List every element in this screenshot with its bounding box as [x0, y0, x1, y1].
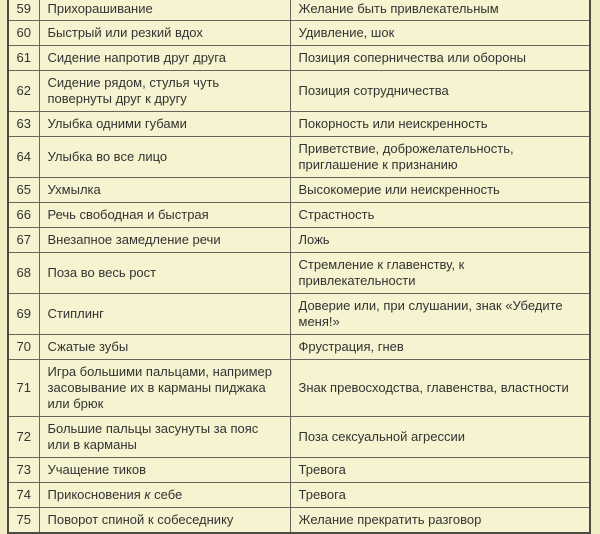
gesture-cell: Большие пальцы засунуты за пояс или в карманы	[39, 417, 290, 458]
meaning-cell: Страстность	[290, 203, 590, 228]
table-row	[8, 253, 590, 294]
gesture-cell: Учащение тиков	[39, 458, 290, 483]
gesture-cell: Улыбка одними губами	[39, 112, 290, 137]
meaning-cell: Знак превосходства, главенства, властности	[290, 360, 590, 417]
row-number-cell: 75	[8, 508, 39, 534]
table-row	[8, 178, 590, 203]
table-row	[8, 483, 590, 508]
row-number-cell: 72	[8, 417, 39, 458]
gesture-cell: Быстрый или резкий вдох	[39, 21, 290, 46]
row-number-cell: 64	[8, 137, 39, 178]
row-number-cell: 74	[8, 483, 39, 508]
gesture-cell: Сжатые зубы	[39, 335, 290, 360]
gestures-table	[7, 0, 591, 534]
gesture-cell: Внезапное замедление речи	[39, 228, 290, 253]
gesture-cell: Поворот спиной к собеседнику	[39, 508, 290, 534]
row-number-cell: 61	[8, 46, 39, 71]
meaning-cell: Удивление, шок	[290, 21, 590, 46]
gesture-cell: Сидение рядом, стулья чуть повернуты друг к другу	[39, 71, 290, 112]
table-row	[8, 0, 590, 21]
gesture-cell: Прикосновения к себе	[39, 483, 290, 508]
meaning-cell: Тревога	[290, 483, 590, 508]
row-number-cell: 70	[8, 335, 39, 360]
table-row	[8, 458, 590, 483]
table-row	[8, 137, 590, 178]
meaning-cell: Высокомерие или неискренность	[290, 178, 590, 203]
table-row	[8, 508, 590, 534]
gesture-cell: Стиплинг	[39, 294, 290, 335]
gesture-cell: Ухмылка	[39, 178, 290, 203]
gesture-cell: Игра большими пальцами, например засовывание их в карманы пиджака или брюк	[39, 360, 290, 417]
row-number-cell: 71	[8, 360, 39, 417]
meaning-cell: Поза сексуальной агрессии	[290, 417, 590, 458]
meaning-cell: Позиция соперничества или обороны	[290, 46, 590, 71]
row-number-cell: 59	[8, 0, 39, 21]
table-row	[8, 294, 590, 335]
row-number-cell: 60	[8, 21, 39, 46]
table-row	[8, 71, 590, 112]
gesture-cell: Сидение напротив друг друга	[39, 46, 290, 71]
gesture-cell: Речь свободная и быстрая	[39, 203, 290, 228]
meaning-cell: Доверие или, при слушании, знак «Убедите меня!»	[290, 294, 590, 335]
table-row	[8, 335, 590, 360]
row-number-cell: 66	[8, 203, 39, 228]
meaning-cell: Ложь	[290, 228, 590, 253]
table-row	[8, 112, 590, 137]
meaning-cell: Желание быть привлекательным	[290, 0, 590, 21]
table-row	[8, 228, 590, 253]
meaning-cell: Тревога	[290, 458, 590, 483]
table-row	[8, 417, 590, 458]
gesture-cell: Поза во весь рост	[39, 253, 290, 294]
table-row	[8, 46, 590, 71]
row-number-cell: 69	[8, 294, 39, 335]
meaning-cell: Желание прекратить разговор	[290, 508, 590, 534]
gestures-table-body	[8, 0, 590, 533]
row-number-cell: 63	[8, 112, 39, 137]
meaning-cell: Стремление к главенству, к привлекательности	[290, 253, 590, 294]
row-number-cell: 73	[8, 458, 39, 483]
table-row	[8, 360, 590, 417]
gesture-cell: Улыбка во все лицо	[39, 137, 290, 178]
table-row	[8, 203, 590, 228]
table-row	[8, 21, 590, 46]
meaning-cell: Фрустрация, гнев	[290, 335, 590, 360]
meaning-cell: Приветствие, доброжелательность, приглашение к признанию	[290, 137, 590, 178]
meaning-cell: Покорность или неискренность	[290, 112, 590, 137]
row-number-cell: 62	[8, 71, 39, 112]
row-number-cell: 65	[8, 178, 39, 203]
meaning-cell: Позиция сотрудничества	[290, 71, 590, 112]
gesture-cell: Прихорашивание	[39, 0, 290, 21]
row-number-cell: 67	[8, 228, 39, 253]
row-number-cell: 68	[8, 253, 39, 294]
